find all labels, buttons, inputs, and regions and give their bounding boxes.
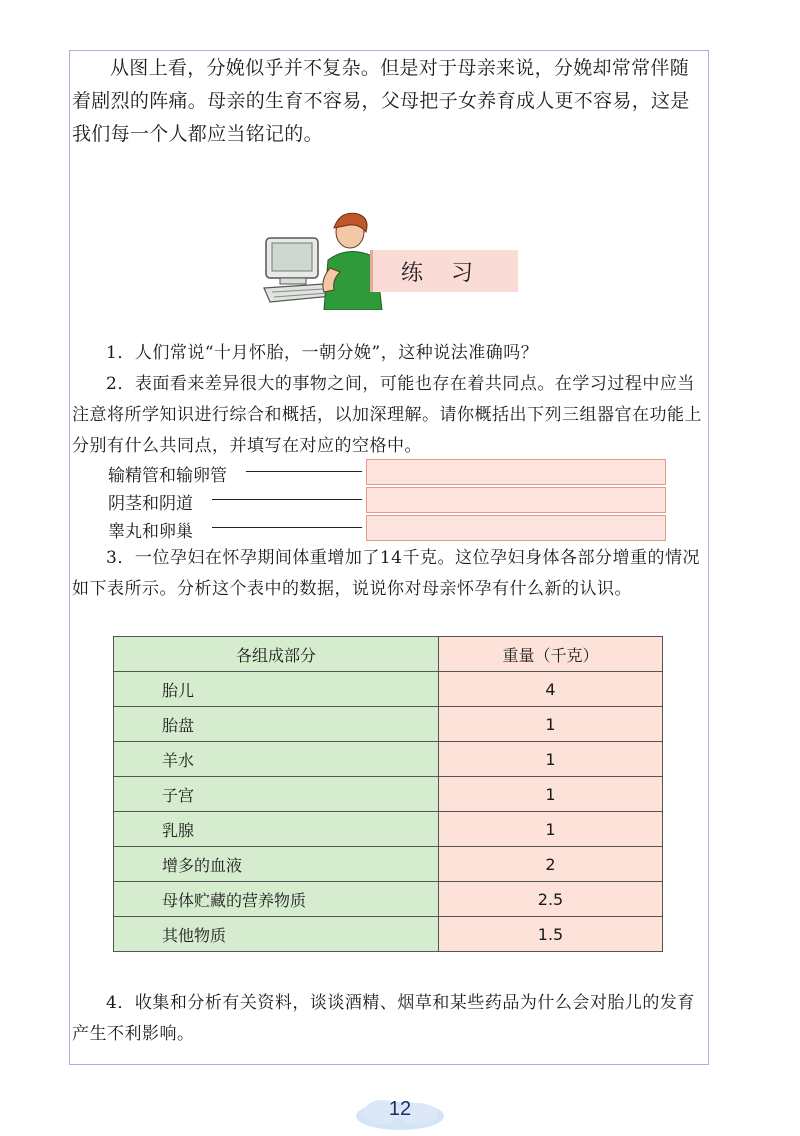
- table-row: [114, 707, 663, 742]
- table-header-row: [114, 637, 663, 672]
- student-computer-illustration: [258, 210, 388, 310]
- part-cell: 其他物质: [114, 917, 439, 952]
- organ-pair-row: [108, 515, 668, 543]
- weight-cell: 4: [439, 672, 663, 707]
- weight-cell: 2: [439, 847, 663, 882]
- weight-cell: 1: [439, 812, 663, 847]
- weight-cell: 1: [439, 742, 663, 777]
- part-cell: 胎盘: [114, 707, 439, 742]
- weight-cell: 2.5: [439, 882, 663, 917]
- organ-pair-row: [108, 459, 668, 487]
- question-4: 4．收集和分析有关资料，谈谈酒精、烟草和某些药品为什么会对胎儿的发育产生不利影响。: [72, 993, 695, 1044]
- intro-paragraph: 从图上看，分娩似乎并不复杂。但是对于母亲来说，分娩却常常伴随着剧烈的阵痛。母亲的生育不容易，父母把子女养育成人更不容易，这是我们每一个人都应当铭记的。: [72, 57, 690, 145]
- weight-cell: 1: [439, 777, 663, 812]
- connector-line: [246, 471, 362, 472]
- table-row: [114, 672, 663, 707]
- answer-box[interactable]: [366, 487, 666, 513]
- part-cell: 乳腺: [114, 812, 439, 847]
- part-cell: 母体贮藏的营养物质: [114, 882, 439, 917]
- weight-gain-table: [113, 636, 663, 952]
- exercise-title: 练习: [401, 261, 502, 286]
- weight-cell: 1: [439, 707, 663, 742]
- table-row: [114, 777, 663, 812]
- part-cell: 子宫: [114, 777, 439, 812]
- table-row: [114, 882, 663, 917]
- table-header-weight: 重量（千克）: [439, 637, 663, 672]
- table-header-part: 各组成部分: [114, 637, 439, 672]
- question-1: 1．人们常说“十月怀胎，一朝分娩”，这种说法准确吗？: [106, 343, 539, 363]
- organ-pair-row: [108, 487, 668, 515]
- connector-line: [212, 527, 362, 528]
- question-3: 3．一位孕妇在怀孕期间体重增加了14千克。这位孕妇身体各部分增重的情况如下表所示。分析这个表中的数据，说说你对母亲怀孕有什么新的认识。: [72, 548, 700, 599]
- organ-pair-label: 输精管和输卵管: [108, 466, 227, 486]
- organ-pair-label: 阴茎和阴道: [108, 494, 193, 514]
- answer-box[interactable]: [366, 515, 666, 541]
- table-row: [114, 847, 663, 882]
- part-cell: 羊水: [114, 742, 439, 777]
- exercise-banner: [370, 250, 518, 292]
- answer-box[interactable]: [366, 459, 666, 485]
- page-number-badge: [340, 1092, 460, 1132]
- table-row: [114, 917, 663, 952]
- part-cell: 增多的血液: [114, 847, 439, 882]
- table-row: [114, 812, 663, 847]
- table-row: [114, 742, 663, 777]
- connector-line: [212, 499, 362, 500]
- question-2: 2．表面看来差异很大的事物之间，可能也存在着共同点。在学习过程中应当注意将所学知识进行综合和概括，以加深理解。请你概括出下列三组器官在功能上分别有什么共同点，并填写在对应的空格中。: [72, 374, 702, 456]
- part-cell: 胎儿: [114, 672, 439, 707]
- weight-cell: 1.5: [439, 917, 663, 952]
- page-number: 12: [388, 1098, 412, 1120]
- organ-pair-label: 睾丸和卵巢: [108, 522, 193, 542]
